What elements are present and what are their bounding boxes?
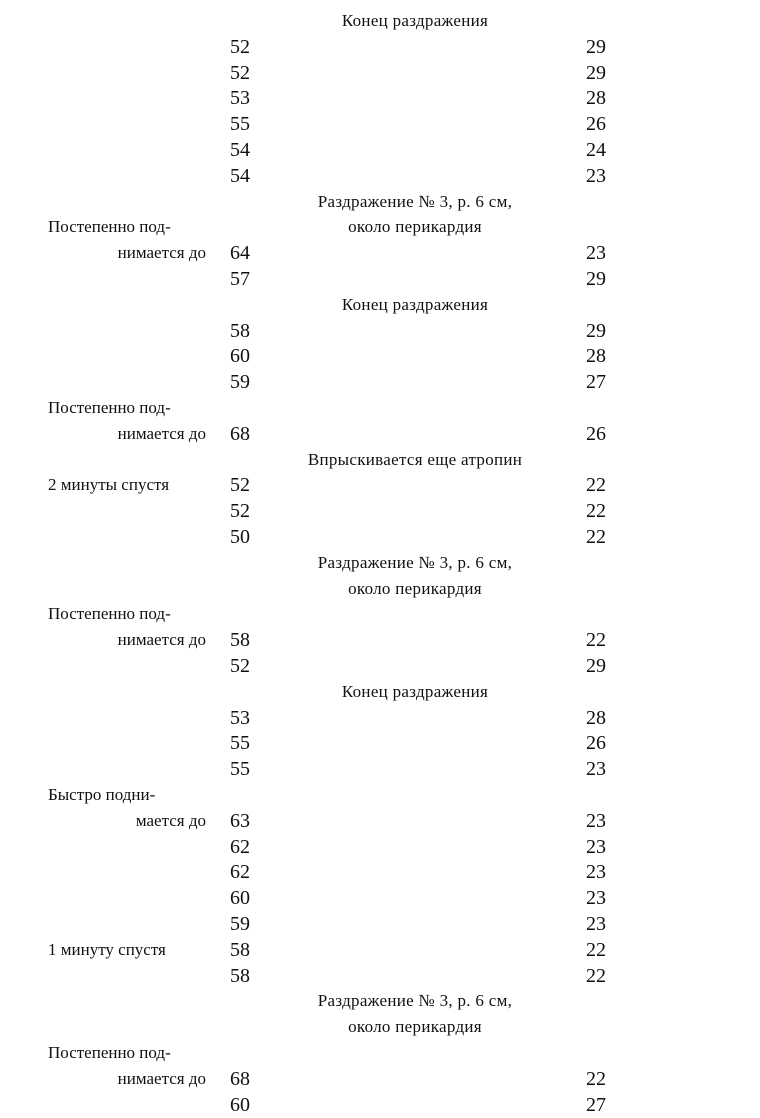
value-left: 60 bbox=[230, 345, 250, 367]
value-left: 55 bbox=[230, 113, 250, 135]
section-heading-line bbox=[0, 214, 760, 240]
value-right: 23 bbox=[586, 913, 606, 935]
row-note: нимается до bbox=[117, 243, 206, 262]
value-right: 27 bbox=[586, 1094, 606, 1116]
section-heading: Раздражение № 3, р. 6 см, bbox=[317, 553, 513, 572]
value-right: 26 bbox=[586, 732, 606, 754]
section-heading-line bbox=[0, 1014, 760, 1040]
value-left: 52 bbox=[230, 62, 250, 84]
table-row bbox=[0, 756, 760, 782]
table-row bbox=[0, 472, 760, 498]
table-row bbox=[0, 137, 760, 163]
value-left: 52 bbox=[230, 655, 250, 677]
table-row bbox=[0, 369, 760, 395]
value-right: 22 bbox=[586, 965, 606, 987]
section-heading-line bbox=[0, 679, 760, 705]
row-note: Постепенно под- bbox=[48, 1043, 171, 1062]
row-note: нимается до bbox=[117, 424, 206, 443]
table-row bbox=[0, 524, 760, 550]
value-left: 53 bbox=[230, 87, 250, 109]
value-left: 57 bbox=[230, 268, 250, 290]
table-row bbox=[0, 60, 760, 86]
value-right: 28 bbox=[586, 87, 606, 109]
value-right: 29 bbox=[586, 268, 606, 290]
table-row bbox=[0, 1040, 760, 1066]
row-note: Постепенно под- bbox=[48, 398, 171, 417]
value-left: 52 bbox=[230, 474, 250, 496]
value-right: 23 bbox=[586, 810, 606, 832]
table-row bbox=[0, 240, 760, 266]
section-heading-line bbox=[0, 189, 760, 215]
row-note: нимается до bbox=[117, 630, 206, 649]
section-heading-line bbox=[0, 550, 760, 576]
value-right: 22 bbox=[586, 474, 606, 496]
section-heading-line bbox=[0, 988, 760, 1014]
table-row bbox=[0, 1066, 760, 1092]
value-right: 26 bbox=[586, 113, 606, 135]
table-row bbox=[0, 885, 760, 911]
value-left: 62 bbox=[230, 861, 250, 883]
table-row bbox=[0, 730, 760, 756]
value-right: 29 bbox=[586, 655, 606, 677]
value-left: 52 bbox=[230, 500, 250, 522]
table-row bbox=[0, 395, 760, 421]
value-left: 68 bbox=[230, 423, 250, 445]
value-right: 27 bbox=[586, 371, 606, 393]
value-left: 59 bbox=[230, 913, 250, 935]
table-row bbox=[0, 808, 760, 834]
row-note: нимается до bbox=[117, 1069, 206, 1088]
value-left: 54 bbox=[230, 165, 250, 187]
row-note: Быстро подни- bbox=[48, 785, 156, 804]
table-row bbox=[0, 498, 760, 524]
value-right: 23 bbox=[586, 758, 606, 780]
table-row bbox=[0, 111, 760, 137]
section-heading-line bbox=[0, 447, 760, 473]
value-right: 26 bbox=[586, 423, 606, 445]
value-right: 22 bbox=[586, 526, 606, 548]
row-note: Постепенно под- bbox=[48, 217, 171, 236]
value-right: 22 bbox=[586, 629, 606, 651]
value-right: 23 bbox=[586, 887, 606, 909]
section-heading: около перикардия bbox=[348, 579, 482, 598]
value-left: 63 bbox=[230, 810, 250, 832]
table-row bbox=[0, 1092, 760, 1118]
section-heading-line bbox=[0, 8, 760, 34]
section-heading-line bbox=[0, 292, 760, 318]
value-left: 60 bbox=[230, 887, 250, 909]
table-row bbox=[0, 705, 760, 731]
row-note: 1 минуту спустя bbox=[48, 940, 166, 959]
table-row bbox=[0, 601, 760, 627]
value-right: 22 bbox=[586, 500, 606, 522]
value-right: 24 bbox=[586, 139, 606, 161]
table-row bbox=[0, 653, 760, 679]
table-row bbox=[0, 782, 760, 808]
value-left: 50 bbox=[230, 526, 250, 548]
value-right: 22 bbox=[586, 1068, 606, 1090]
value-left: 58 bbox=[230, 965, 250, 987]
value-left: 53 bbox=[230, 707, 250, 729]
value-right: 23 bbox=[586, 242, 606, 264]
section-heading: Конец раздражения bbox=[341, 682, 489, 701]
table-row bbox=[0, 963, 760, 989]
section-heading: Раздражение № 3, р. 6 см, bbox=[317, 991, 513, 1010]
value-left: 55 bbox=[230, 758, 250, 780]
value-left: 60 bbox=[230, 1094, 250, 1116]
value-right: 23 bbox=[586, 861, 606, 883]
row-note: мается до bbox=[135, 811, 206, 830]
section-heading: Раздражение № 3, р. 6 см, bbox=[317, 192, 513, 211]
value-left: 55 bbox=[230, 732, 250, 754]
section-heading-line bbox=[0, 576, 760, 602]
row-note: Постепенно под- bbox=[48, 604, 171, 623]
section-heading: Конец раздражения bbox=[341, 11, 489, 30]
value-left: 59 bbox=[230, 371, 250, 393]
table-row bbox=[0, 34, 760, 60]
value-right: 29 bbox=[586, 320, 606, 342]
value-left: 62 bbox=[230, 836, 250, 858]
table-row bbox=[0, 911, 760, 937]
table-row bbox=[0, 421, 760, 447]
value-right: 23 bbox=[586, 165, 606, 187]
value-left: 64 bbox=[230, 242, 250, 264]
value-left: 68 bbox=[230, 1068, 250, 1090]
value-left: 58 bbox=[230, 939, 250, 961]
table-row bbox=[0, 266, 760, 292]
value-right: 23 bbox=[586, 836, 606, 858]
table-row bbox=[0, 627, 760, 653]
table-row bbox=[0, 859, 760, 885]
section-heading: Конец раздражения bbox=[341, 295, 489, 314]
table-row bbox=[0, 318, 760, 344]
value-left: 58 bbox=[230, 320, 250, 342]
value-right: 22 bbox=[586, 939, 606, 961]
table-row bbox=[0, 937, 760, 963]
table-row bbox=[0, 834, 760, 860]
section-heading: около перикардия bbox=[348, 217, 482, 236]
table-row bbox=[0, 163, 760, 189]
table-row bbox=[0, 85, 760, 111]
value-right: 29 bbox=[586, 36, 606, 58]
value-right: 28 bbox=[586, 707, 606, 729]
value-left: 54 bbox=[230, 139, 250, 161]
table-row bbox=[0, 343, 760, 369]
value-right: 29 bbox=[586, 62, 606, 84]
value-right: 28 bbox=[586, 345, 606, 367]
value-left: 52 bbox=[230, 36, 250, 58]
value-left: 58 bbox=[230, 629, 250, 651]
section-heading: около перикардия bbox=[348, 1017, 482, 1036]
row-note: 2 минуты спустя bbox=[48, 475, 170, 494]
section-heading: Впрыскивается еще атропин bbox=[307, 450, 523, 469]
